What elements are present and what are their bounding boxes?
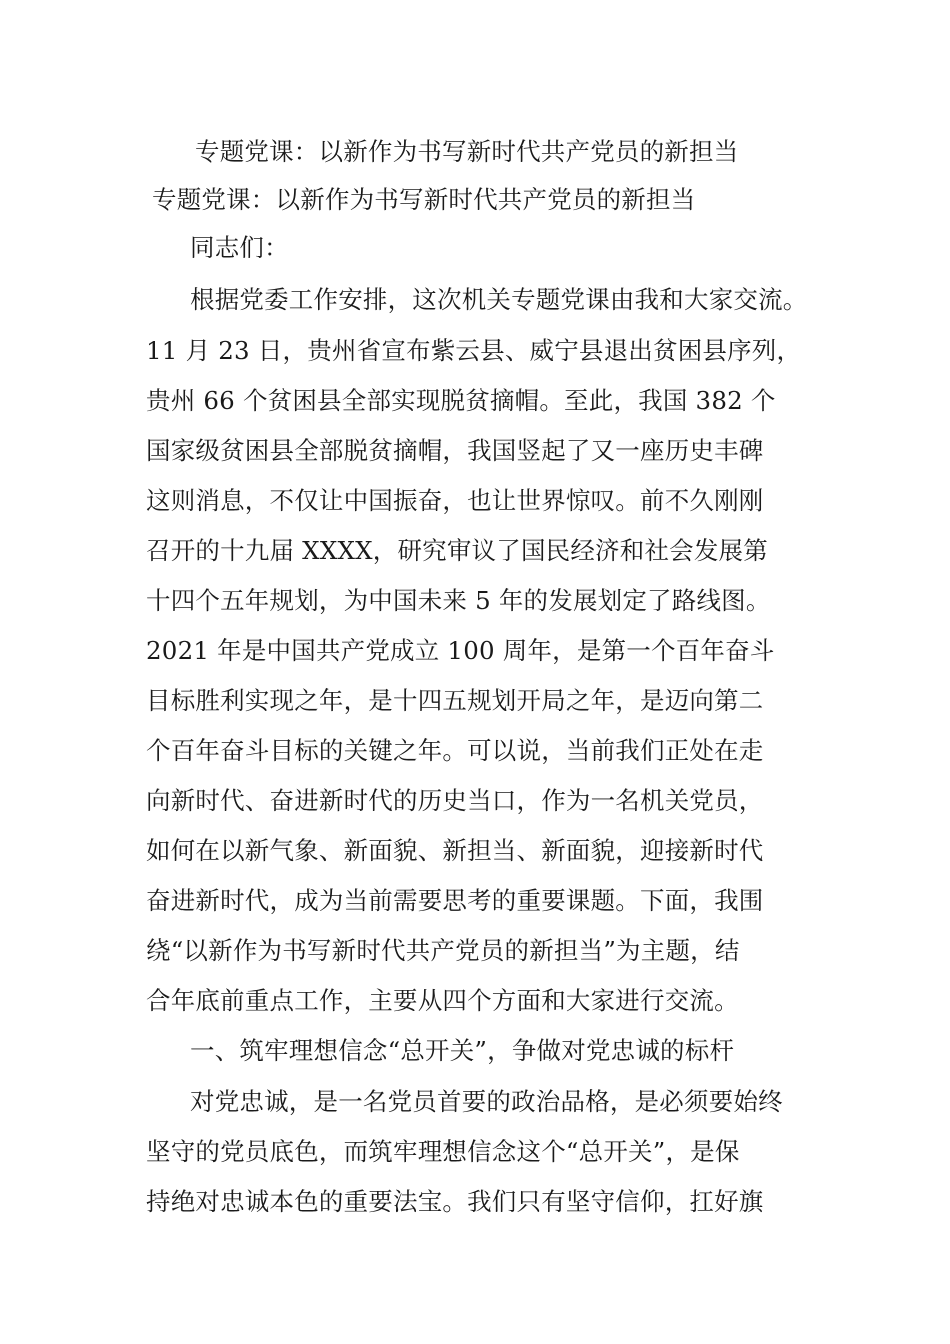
paragraph-line: 2021 年是中国共产党成立 100 周年，是第一个百年奋斗 — [146, 636, 775, 665]
paragraph-line: 向新时代、奋进新时代的历史当口，作为一名机关党员， — [146, 786, 764, 815]
section-heading: 一、筑牢理想信念“总开关”，争做对党忠诚的标杆 — [190, 1036, 735, 1065]
paragraph-line: 奋进新时代，成为当前需要思考的重要课题。下面，我围 — [146, 886, 764, 915]
paragraph-line: 根据党委工作安排，这次机关专题党课由我和大家交流。 — [190, 285, 808, 314]
paragraph-line: 个百年奋斗目标的关键之年。可以说，当前我们正处在走 — [146, 736, 764, 765]
paragraph-line: 贵州 66 个贫困县全部实现脱贫摘帽。至此，我国 382 个 — [146, 386, 776, 415]
paragraph-line: 持绝对忠诚本色的重要法宝。我们只有坚守信仰，扛好旗 — [146, 1187, 764, 1216]
paragraph-line: 目标胜利实现之年，是十四五规划开局之年，是迈向第二 — [146, 686, 764, 715]
paragraph-line: 国家级贫困县全部脱贫摘帽，我国竖起了又一座历史丰碑 — [146, 436, 764, 465]
paragraph-line: 对党忠诚，是一名党员首要的政治品格，是必须要始终 — [190, 1087, 783, 1116]
paragraph-line: 召开的十九届 XXXX，研究审议了国民经济和社会发展第 — [146, 536, 768, 565]
paragraph-line: 合年底前重点工作，主要从四个方面和大家进行交流。 — [146, 986, 739, 1015]
document-title: 专题党课：以新作为书写新时代共产党员的新担当 — [195, 137, 739, 166]
paragraph-line: 绕“以新作为书写新时代共产党员的新担当”为主题，结 — [146, 936, 740, 965]
paragraph-line: 坚守的党员底色，而筑牢理想信念这个“总开关”，是保 — [146, 1137, 740, 1166]
paragraph-line: 11 月 23 日，贵州省宣布紫云县、威宁县退出贫困县序列， — [146, 336, 802, 365]
greeting-line: 同志们： — [190, 233, 289, 262]
paragraph-line: 这则消息，不仅让中国振奋，也让世界惊叹。前不久刚刚 — [146, 486, 764, 515]
document-subtitle: 专题党课：以新作为书写新时代共产党员的新担当 — [152, 185, 696, 214]
paragraph-line: 十四个五年规划，为中国未来 5 年的发展划定了路线图。 — [146, 586, 771, 615]
paragraph-line: 如何在以新气象、新面貌、新担当、新面貌，迎接新时代 — [146, 836, 764, 865]
